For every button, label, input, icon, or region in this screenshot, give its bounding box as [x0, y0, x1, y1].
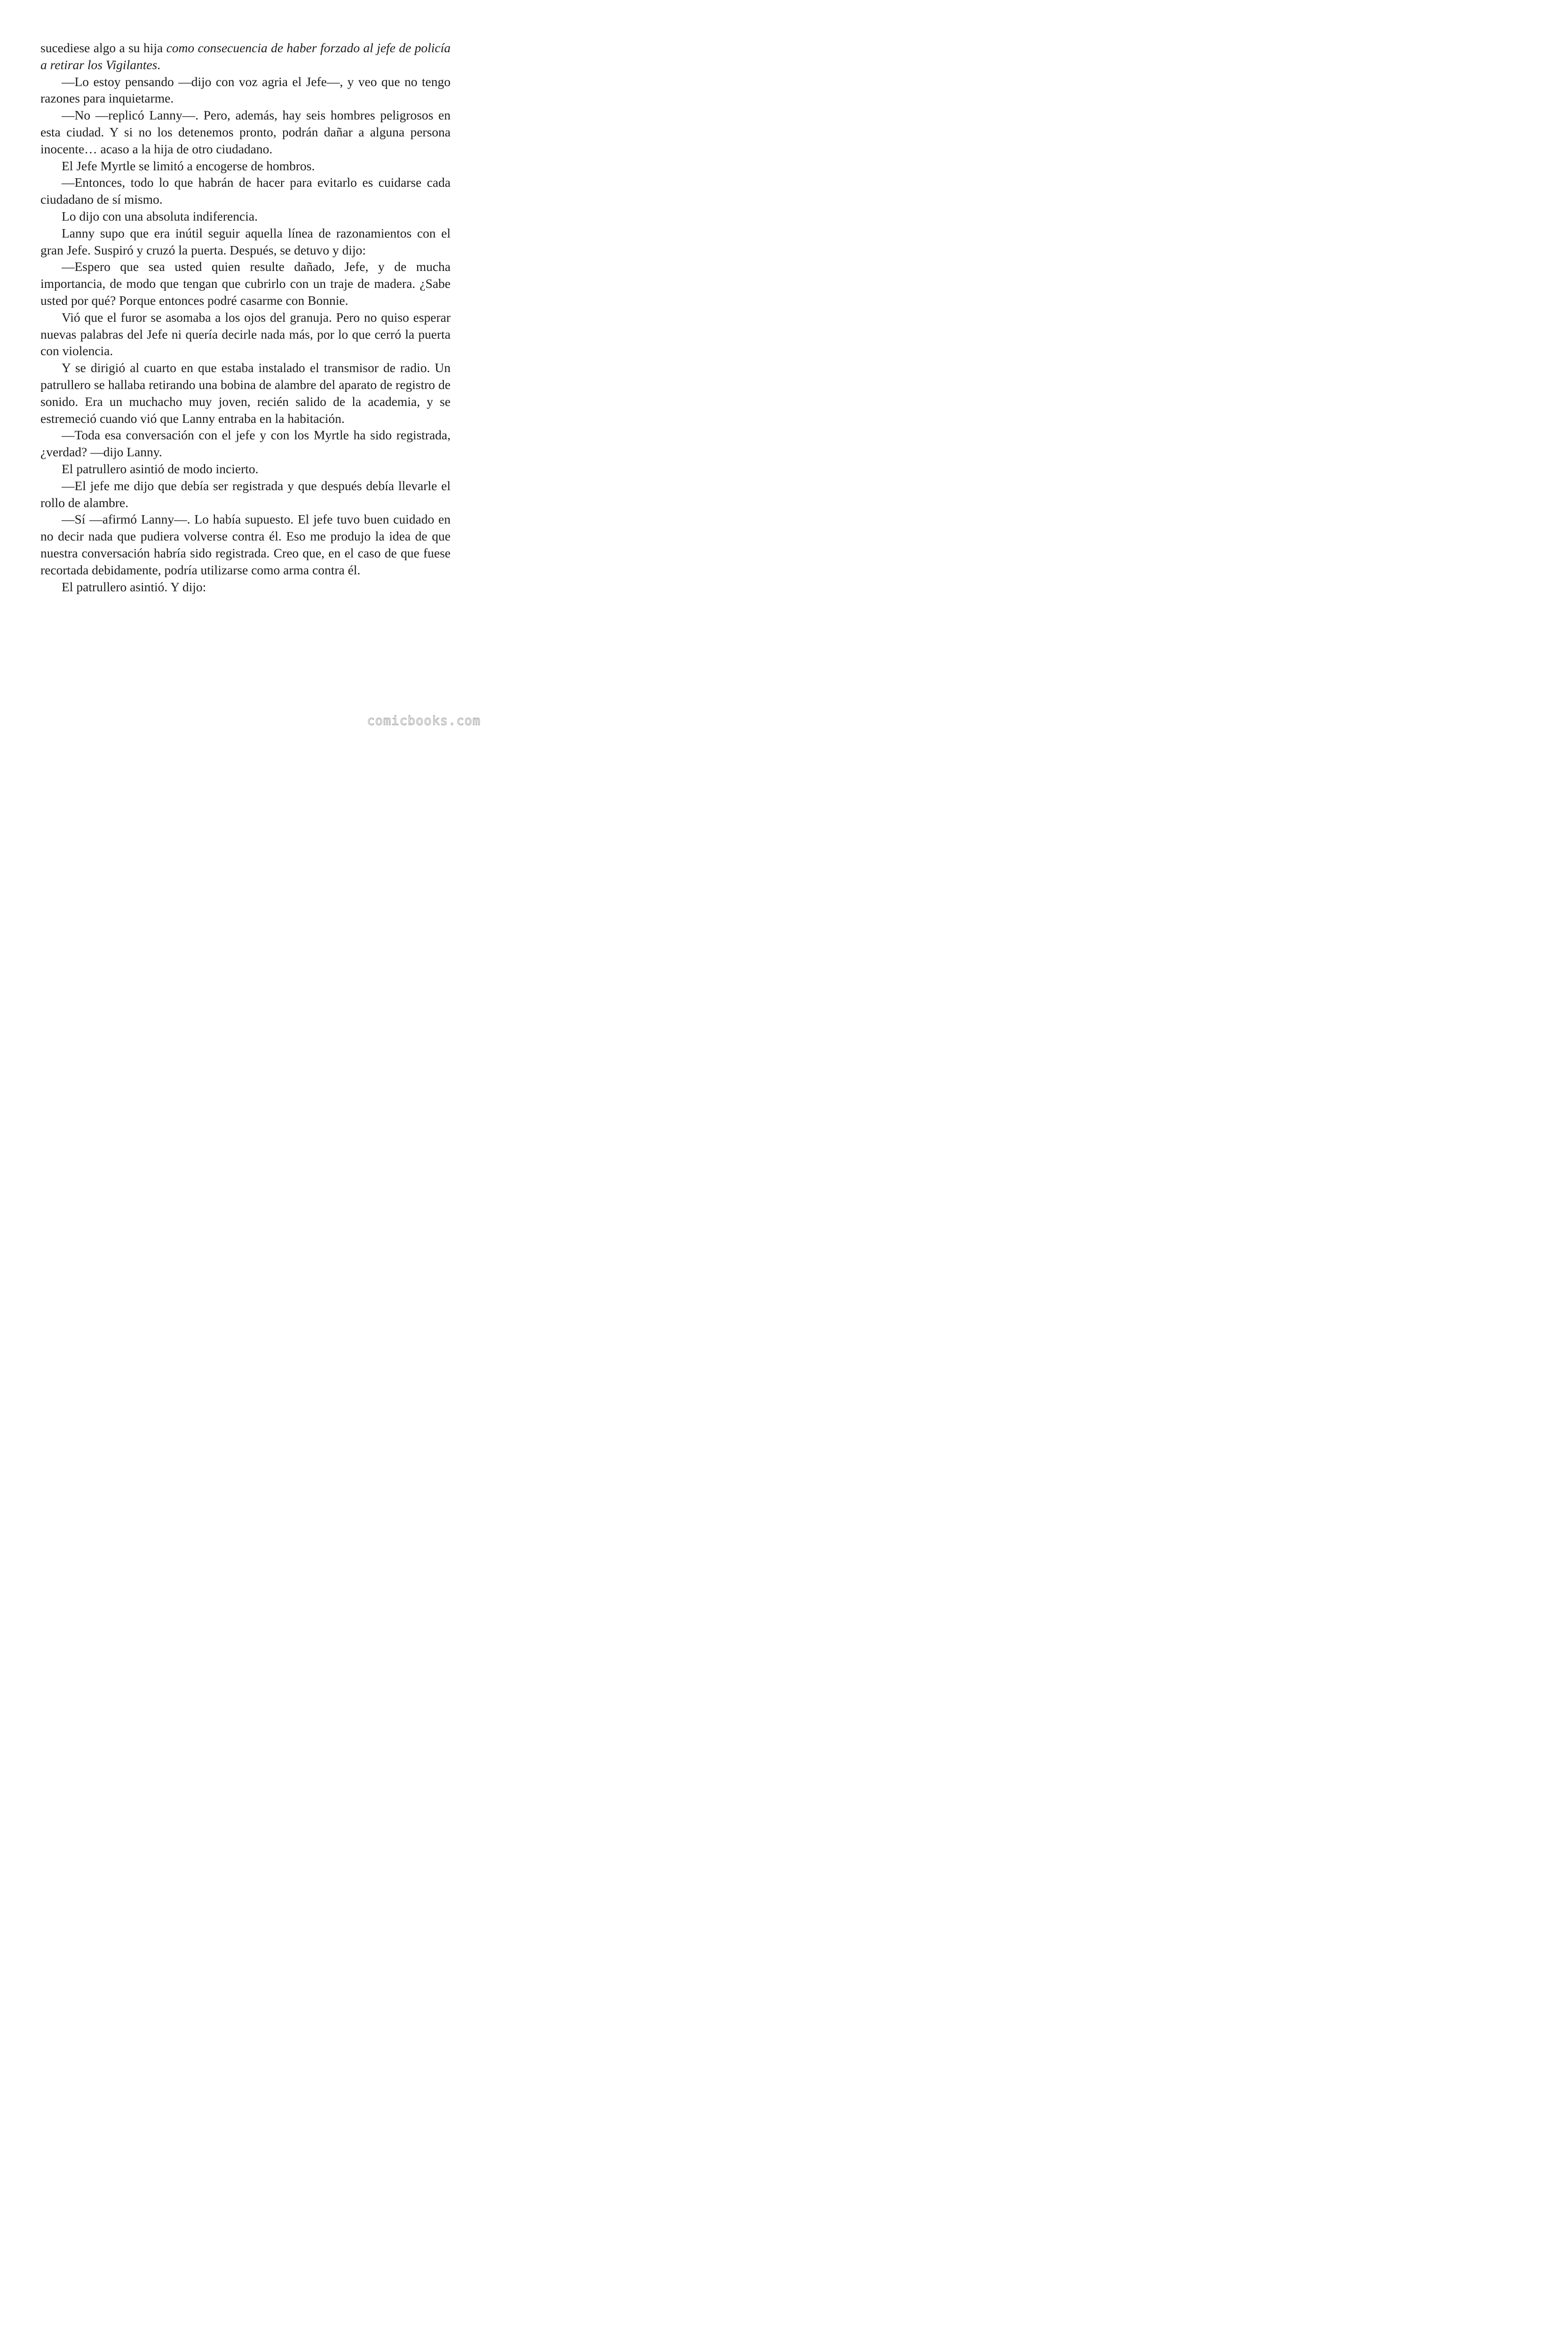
- paragraph: [40, 158, 451, 175]
- paragraph: [40, 461, 451, 477]
- paragraph: [40, 511, 451, 578]
- text-run: —Espero que sea usted quien resulte dañado, Jefe, y de mucha importancia, de modo que tengan que cubrirlo con un traje de madera. ¿Sabe usted por qué? Porque entonces podré casarme con Bonnie.: [40, 259, 451, 308]
- watermark: comicbooks.com: [367, 714, 481, 728]
- paragraph: [40, 427, 451, 461]
- italic-text-run: como consecuencia de haber forzado al jefe de policía a retirar los Vigilantes: [40, 40, 451, 72]
- paragraph: [40, 579, 451, 596]
- text-run: El patrullero asintió. Y dijo:: [62, 579, 206, 594]
- paragraph: [40, 208, 451, 225]
- text-run: —Entonces, todo lo que habrán de hacer para evitarlo es cuidarse cada ciudadano de sí mismo.: [40, 175, 451, 207]
- paragraph: [40, 225, 451, 259]
- text-run: Y se dirigió al cuarto en que estaba instalado el transmisor de radio. Un patrullero se hallaba retirando una bobina de alambre del aparato de registro de sonido. Era un muchacho muy joven, recién salido de la academia, y se estremeció cuando vió que Lanny entraba en la habitación.: [40, 360, 451, 426]
- text-run: El patrullero asintió de modo incierto.: [62, 461, 259, 476]
- paragraph: [40, 40, 451, 73]
- text-run: Lo dijo con una absoluta indiferencia.: [62, 208, 258, 223]
- book-page-text: [40, 40, 451, 595]
- text-run: —El jefe me dijo que debía ser registrada y que después debía llevarle el rollo de alambre.: [40, 478, 451, 510]
- paragraph: [40, 73, 451, 107]
- text-run: El Jefe Myrtle se limitó a encogerse de hombros.: [62, 158, 315, 173]
- paragraph: [40, 359, 451, 427]
- text-run: Lanny supo que era inútil seguir aquella línea de razonamientos con el gran Jefe. Suspiró y cruzó la puerta. Después, se detuvo y dijo:: [40, 225, 451, 257]
- text-run: sucediese algo a su hija: [40, 40, 166, 55]
- paragraph: [40, 477, 451, 511]
- paragraph: [40, 309, 451, 359]
- text-run: Vió que el furor se asomaba a los ojos del granuja. Pero no quiso esperar nuevas palabras del Jefe ni quería decirle nada más, por lo que cerró la puerta con violencia.: [40, 310, 451, 358]
- text-run: .: [157, 57, 161, 72]
- text-run: —No —replicó Lanny—. Pero, además, hay seis hombres peligrosos en esta ciudad. Y si no los detenemos pronto, podrán dañar a alguna persona inocente… acaso a la hija de otro ciudadano.: [40, 108, 451, 156]
- text-run: —Toda esa conversación con el jefe y con los Myrtle ha sido registrada, ¿verdad? —dijo Lanny.: [40, 428, 451, 460]
- paragraph: [40, 174, 451, 208]
- paragraph: [40, 258, 451, 309]
- text-run: —Lo estoy pensando —dijo con voz agria el Jefe—, y veo que no tengo razones para inquietarme.: [40, 74, 451, 106]
- paragraph: [40, 107, 451, 157]
- text-run: —Sí —afirmó Lanny—. Lo había supuesto. El jefe tuvo buen cuidado en no decir nada que pudiera volverse contra él. Eso me produjo la idea de que nuestra conversación habría sido registrada. Creo que, en el caso de que fuese recortada debidamente, podría utilizarse como arma contra él.: [40, 512, 451, 577]
